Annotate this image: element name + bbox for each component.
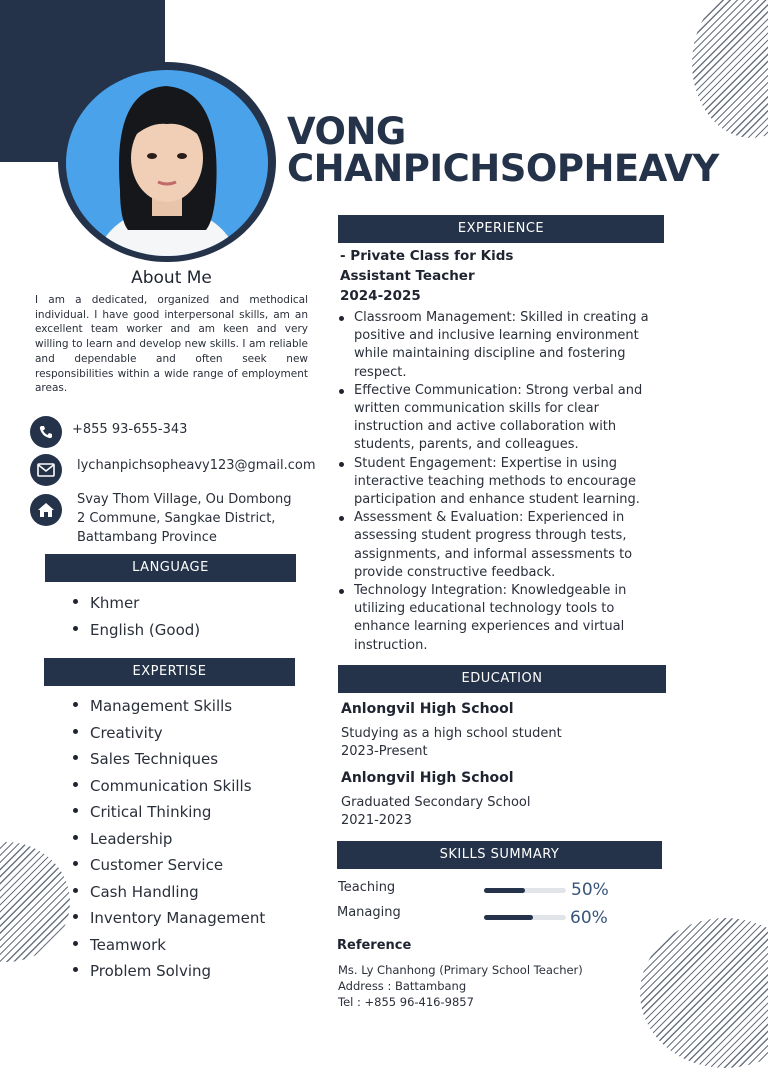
- experience-role: Assistant Teacher: [340, 268, 475, 284]
- envelope-icon: [30, 454, 62, 486]
- list-item: Khmer: [73, 590, 293, 617]
- reference-details: [338, 962, 638, 1010]
- skill-percent: 60%: [570, 908, 608, 928]
- list-item: Classroom Management: Skilled in creating a positive and inclusive learning environment while maintaining discipline and fostering respect.: [338, 309, 664, 382]
- name-line-2: CHANPICHSOPHEAVY: [287, 147, 719, 190]
- home-address: [77, 490, 292, 547]
- expertise-header: EXPERTISE: [44, 658, 295, 686]
- list-item: Management Skills: [73, 693, 323, 720]
- hatched-circle-bottom-right: [640, 918, 768, 1068]
- list-item: Sales Techniques: [73, 746, 323, 773]
- language-header: LANGUAGE: [45, 554, 296, 582]
- skill-bar-fill: [484, 888, 525, 893]
- list-item: Effective Communication: Strong verbal and written communication skills for clear instruction and active collaboration with students, parents, and colleagues.: [338, 382, 664, 455]
- language-list: [73, 590, 293, 643]
- experience-header: EXPERIENCE: [338, 215, 664, 243]
- hatched-circle-bottom-left: [0, 842, 70, 962]
- education-years: 2021-2023: [341, 813, 412, 828]
- name-line-1: VONG: [287, 110, 406, 153]
- list-item: Inventory Management: [73, 905, 323, 932]
- list-item: Assessment & Evaluation: Experienced in assessing student progress through tests, assignments, and informal assessments to provide constructive feedback.: [338, 509, 664, 582]
- expertise-list: [73, 693, 323, 985]
- about-text: I am a dedicated, organized and methodical individual. I have good interpersonal skills, am an excellent team worker and am keen and very willing to learn and develop new skills. I am reliable and dependable and often seek new responsibilities within a wide range of employment areas.: [35, 294, 308, 395]
- about-title: About Me: [131, 268, 212, 288]
- skill-percent: 50%: [571, 880, 609, 900]
- education-header: EDUCATION: [338, 665, 666, 693]
- skill-bar-track: [484, 915, 566, 920]
- skills-header: SKILLS SUMMARY: [337, 841, 662, 869]
- email-address: lychanpichsopheavy123@gmail.com: [77, 458, 316, 473]
- profile-photo: [66, 70, 268, 256]
- address-line: 2 Commune, Sangkae District,: [77, 511, 276, 526]
- education-entry: [341, 770, 661, 830]
- skill-label: Managing: [337, 905, 401, 920]
- experience-list: [338, 309, 664, 655]
- list-item: Student Engagement: Expertise in using interactive teaching methods to encourage participation and enhance student learning.: [338, 455, 664, 510]
- reference-line: Address : Battambang: [338, 979, 467, 993]
- list-item: Leadership: [73, 826, 323, 853]
- skill-bar-fill: [484, 915, 533, 920]
- education-entry: [341, 701, 661, 761]
- list-item: Teamwork: [73, 932, 323, 959]
- reference-line: Ms. Ly Chanhong (Primary School Teacher): [338, 963, 583, 977]
- home-icon: [30, 494, 62, 526]
- phone-number: +855 93-655-343: [72, 422, 188, 437]
- experience-org: - Private Class for Kids: [340, 248, 514, 264]
- reference-line: Tel : +855 96-416-9857: [338, 995, 474, 1009]
- address-line: Battambang Province: [77, 530, 217, 545]
- phone-icon: [30, 416, 62, 448]
- skill-label: Teaching: [338, 880, 396, 895]
- list-item: Communication Skills: [73, 773, 323, 800]
- candidate-name: [287, 110, 757, 190]
- school-name: Anlongvil High School: [341, 770, 514, 786]
- list-item: Problem Solving: [73, 958, 323, 985]
- list-item: Technology Integration: Knowledgeable in utilizing educational technology tools to enhance learning experiences and virtual instruction.: [338, 582, 664, 655]
- list-item: Cash Handling: [73, 879, 323, 906]
- education-years: 2023-Present: [341, 744, 428, 759]
- school-name: Anlongvil High School: [341, 701, 514, 717]
- education-detail: Graduated Secondary School: [341, 795, 531, 810]
- education-detail: Studying as a high school student: [341, 726, 562, 741]
- skill-bar-track: [484, 888, 566, 893]
- reference-title: Reference: [337, 938, 412, 953]
- experience-years: 2024-2025: [340, 288, 421, 304]
- experience-heading: [340, 246, 670, 306]
- address-line: Svay Thom Village, Ou Dombong: [77, 492, 292, 507]
- list-item: Customer Service: [73, 852, 323, 879]
- portrait-illustration: [66, 70, 268, 256]
- list-item: English (Good): [73, 617, 293, 644]
- list-item: Creativity: [73, 720, 323, 747]
- list-item: Critical Thinking: [73, 799, 323, 826]
